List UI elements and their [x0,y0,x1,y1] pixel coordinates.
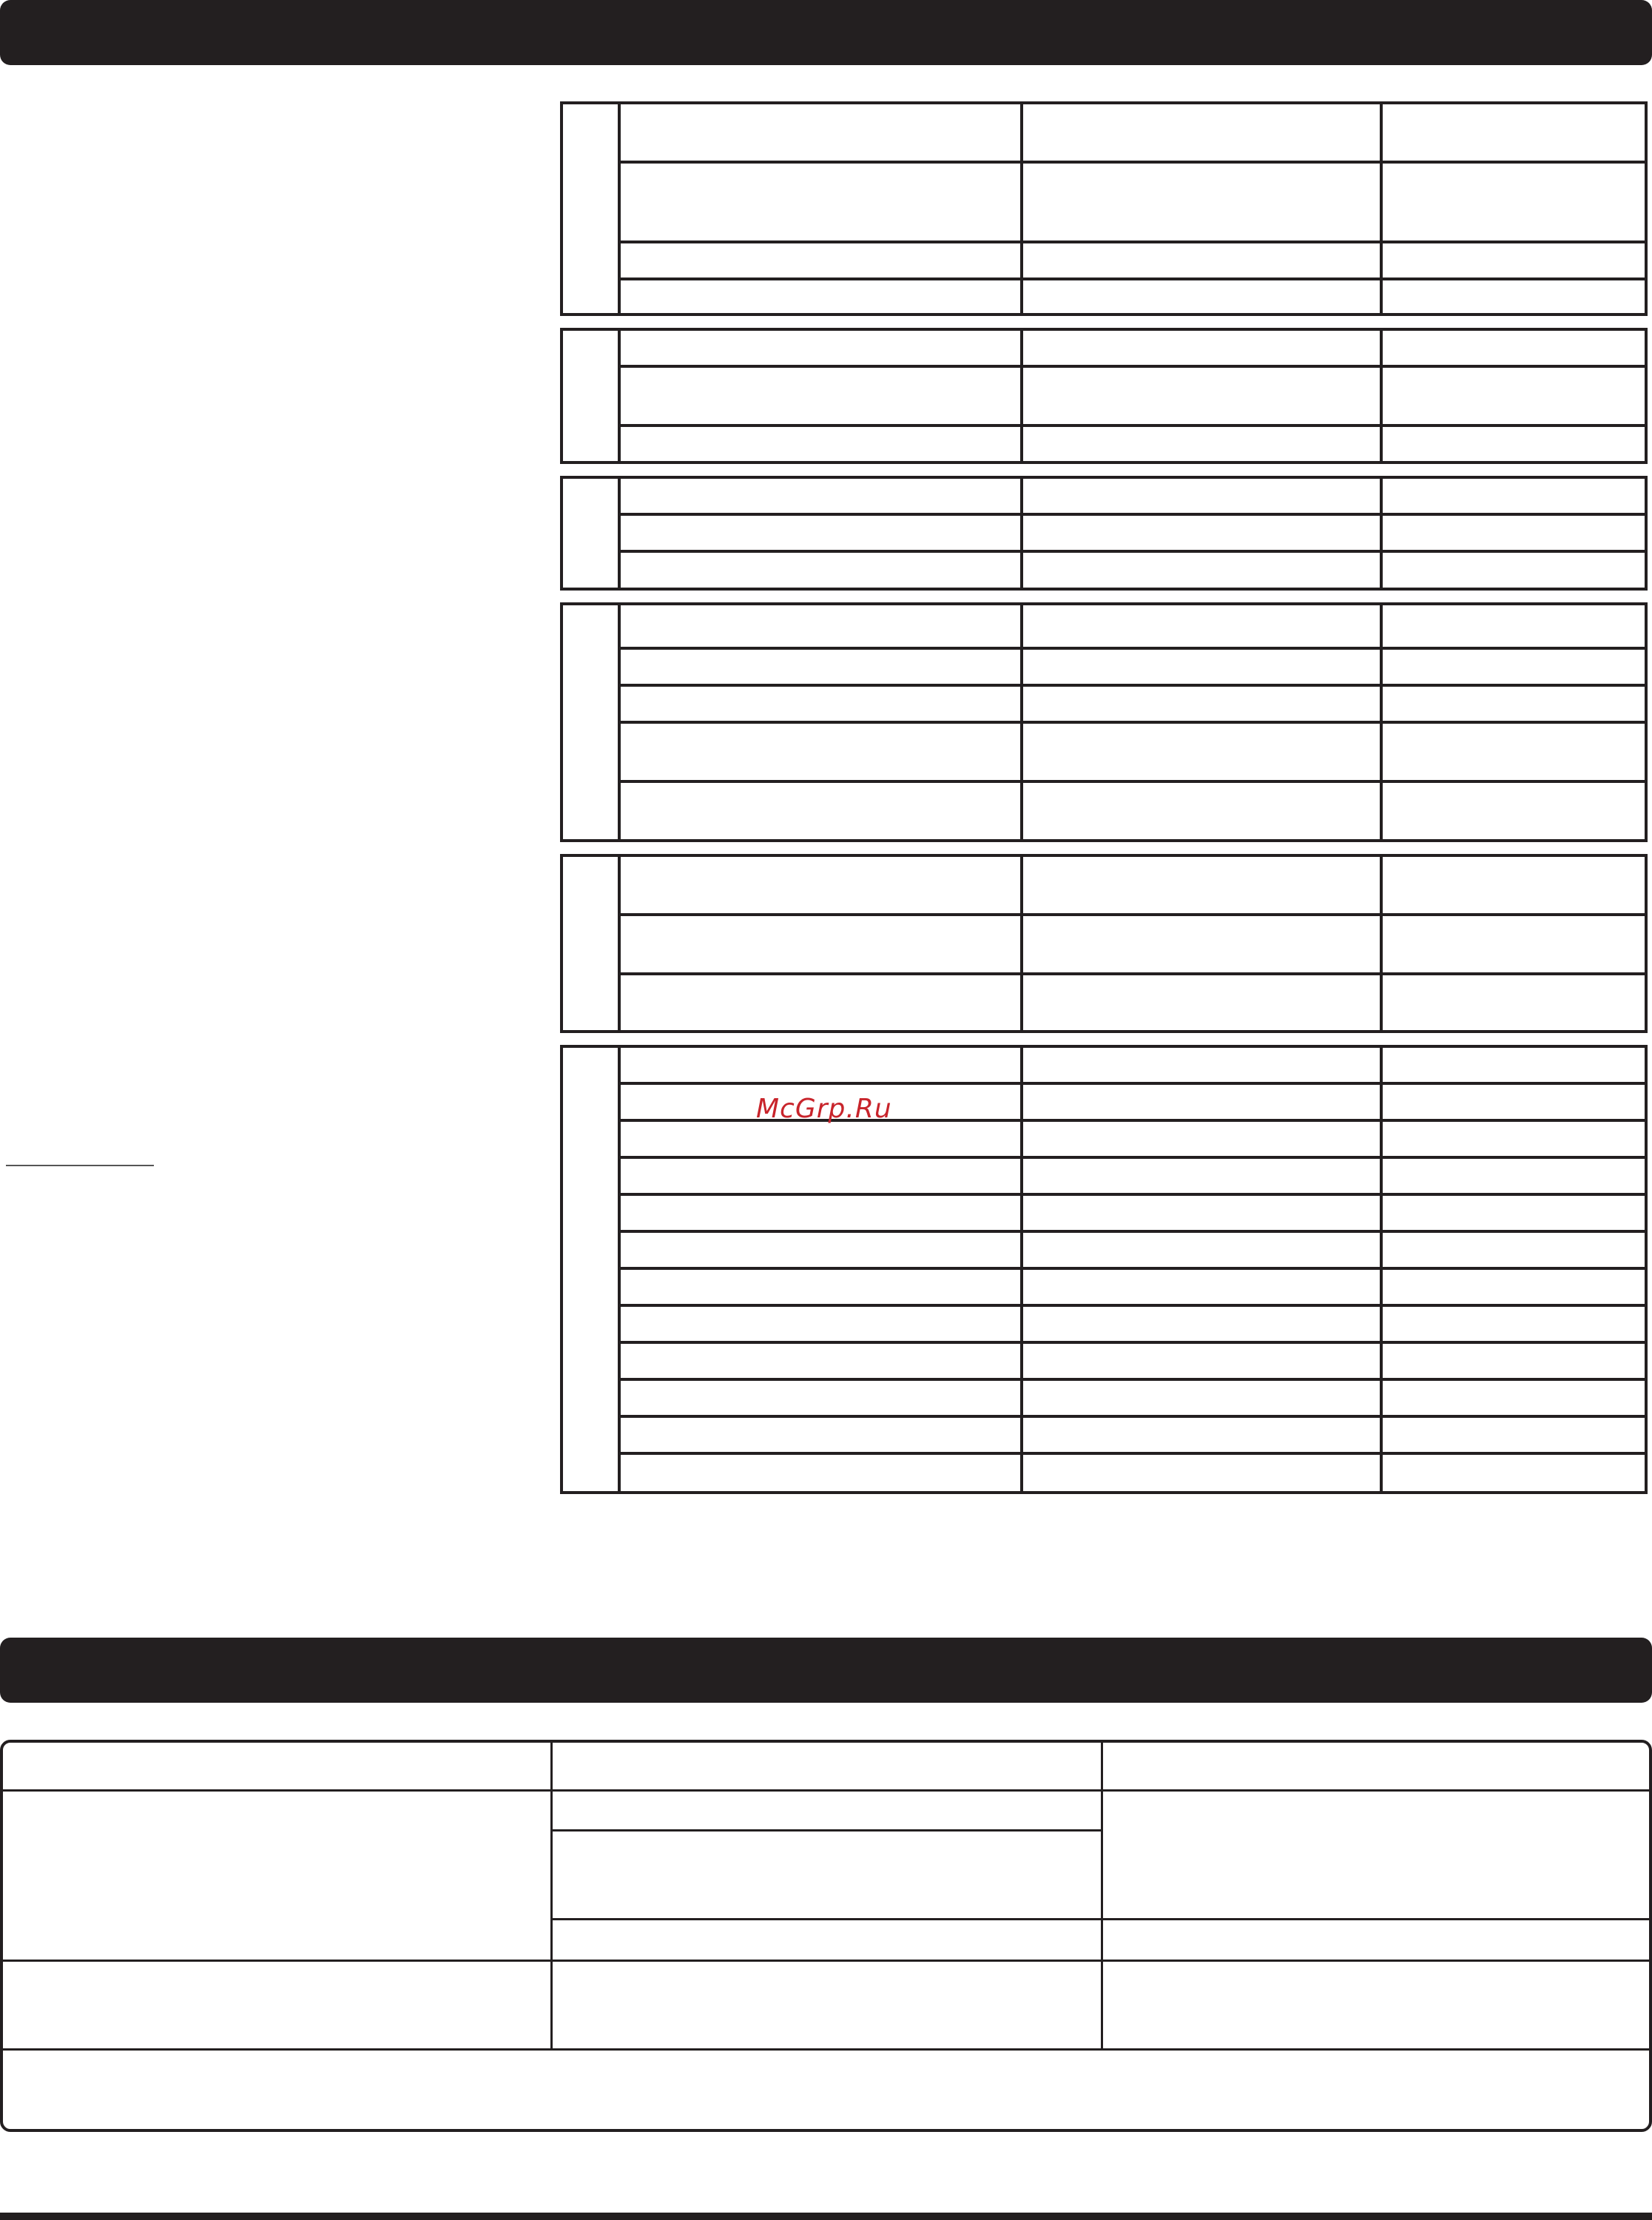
table-cell [621,1270,1023,1304]
group-side-cell [563,857,621,1030]
table-row [621,1233,1645,1270]
table-cell [1383,1270,1645,1304]
table-cell [1023,687,1383,721]
table-cell [621,1196,1023,1230]
spec-table-group-3 [560,476,1648,591]
table-cell [1023,516,1383,550]
table-row [621,1048,1645,1085]
table-cell [621,975,1023,1032]
table-cell [621,724,1023,780]
table-cell [1023,368,1383,424]
table-row [621,1344,1645,1381]
table-cell [1023,605,1383,647]
table-row [621,724,1645,783]
table-cell [1383,479,1645,513]
table-cell [1023,553,1383,588]
table-cell [1383,1307,1645,1341]
table-row [621,243,1645,280]
table-cell [621,1233,1023,1267]
group-rows [621,479,1645,588]
table-cell [1383,857,1645,913]
table-cell [621,1455,1023,1491]
table-rule [1101,1743,1103,2048]
table-cell [1023,479,1383,513]
table-cell [621,1159,1023,1193]
table-cell [621,104,1023,161]
table-row [621,516,1645,553]
table-cell [1023,1418,1383,1452]
table-cell [1023,1048,1383,1082]
table-rule [3,1960,1649,1962]
header-bar-middle [0,1638,1652,1703]
group-side-cell [563,605,621,839]
table-cell [1023,164,1383,240]
table-cell [1023,1159,1383,1193]
table-cell [621,687,1023,721]
table-row [621,1122,1645,1159]
table-rule [3,2048,1649,2051]
table-cell [1023,243,1383,278]
table-row [621,1381,1645,1418]
spec-table-group-1 [560,101,1648,316]
table-cell [1023,1085,1383,1119]
table-cell [621,164,1023,240]
table-cell [1023,1381,1383,1415]
table-cell [621,1418,1023,1452]
table-cell [1383,553,1645,588]
table-row [621,104,1645,164]
group-rows [621,104,1645,313]
table-cell [621,916,1023,972]
table-cell [1383,1455,1645,1491]
table-rule [550,1829,1101,1832]
table-cell [1383,783,1645,839]
table-cell [1383,1048,1645,1082]
table-cell [1383,243,1645,278]
table-cell [1023,724,1383,780]
table-cell [1023,427,1383,461]
group-rows [621,857,1645,1030]
group-rows [621,331,1645,461]
table-cell [621,857,1023,913]
table-cell [621,1122,1023,1156]
table-row [621,368,1645,427]
table-cell [1383,1122,1645,1156]
table-cell [621,783,1023,839]
table-cell [1023,1122,1383,1156]
table-cell [1383,724,1645,780]
table-cell [1383,1418,1645,1452]
table-row [621,331,1645,368]
lower-table [0,1740,1652,2132]
table-rule [550,1918,1649,1920]
spec-table-group-6 [560,1045,1648,1494]
table-row [621,1307,1645,1344]
footnote-rule [6,1165,154,1166]
table-cell [1023,1307,1383,1341]
table-row [621,553,1645,588]
table-cell [1383,1196,1645,1230]
table-row [621,1270,1645,1307]
table-cell [1023,857,1383,913]
table-rule [550,1743,553,2048]
table-cell [1383,650,1645,684]
table-cell [621,1381,1023,1415]
bottom-rule [0,2213,1652,2220]
table-row [621,975,1645,1032]
table-cell [1383,280,1645,313]
group-side-cell [563,104,621,313]
table-cell [1383,916,1645,972]
spec-table-group-4 [560,602,1648,842]
table-cell [1023,1270,1383,1304]
table-cell [1023,1233,1383,1267]
table-cell [1023,280,1383,313]
table-row [621,857,1645,916]
table-row [621,1159,1645,1196]
spec-table-group-5 [560,854,1648,1033]
table-cell [1023,975,1383,1032]
table-cell [1023,1344,1383,1378]
table-cell [1383,164,1645,240]
table-cell [1383,1233,1645,1267]
table-cell [1023,783,1383,839]
table-cell [621,280,1023,313]
table-cell [1383,331,1645,365]
table-cell [1383,516,1645,550]
table-cell [1383,104,1645,161]
table-cell [621,605,1023,647]
table-row [621,650,1645,687]
table-cell [1023,331,1383,365]
table-row [621,1455,1645,1491]
watermark-text: McGrp.Ru [756,1094,892,1124]
table-cell [1023,650,1383,684]
table-cell [621,553,1023,588]
spec-table-group-2 [560,328,1648,464]
table-cell [1383,1085,1645,1119]
table-cell [1383,1344,1645,1378]
table-row [621,687,1645,724]
table-row [621,1418,1645,1455]
table-cell [1023,104,1383,161]
table-cell [1023,1196,1383,1230]
table-cell [621,650,1023,684]
table-cell [1383,368,1645,424]
table-cell [1383,975,1645,1032]
table-row [621,479,1645,516]
group-side-cell [563,479,621,588]
table-cell [621,1307,1023,1341]
table-cell [1383,605,1645,647]
table-rule [3,1789,1649,1792]
group-side-cell [563,331,621,461]
table-row [621,280,1645,313]
table-cell [621,427,1023,461]
table-cell [1383,427,1645,461]
table-cell [621,243,1023,278]
table-row [621,1196,1645,1233]
table-cell [1023,1455,1383,1491]
table-cell [621,368,1023,424]
table-row [621,605,1645,650]
table-cell [621,1344,1023,1378]
table-row [621,164,1645,243]
header-bar-top [0,0,1652,65]
table-row [621,783,1645,839]
table-cell [1383,1159,1645,1193]
table-cell [621,1048,1023,1082]
table-row [621,916,1645,975]
table-cell [621,331,1023,365]
table-cell [1383,687,1645,721]
group-side-cell [563,1048,621,1491]
table-cell [621,516,1023,550]
table-row [621,427,1645,461]
table-cell [621,479,1023,513]
table-cell [1383,1381,1645,1415]
table-cell [1023,916,1383,972]
group-rows [621,605,1645,839]
